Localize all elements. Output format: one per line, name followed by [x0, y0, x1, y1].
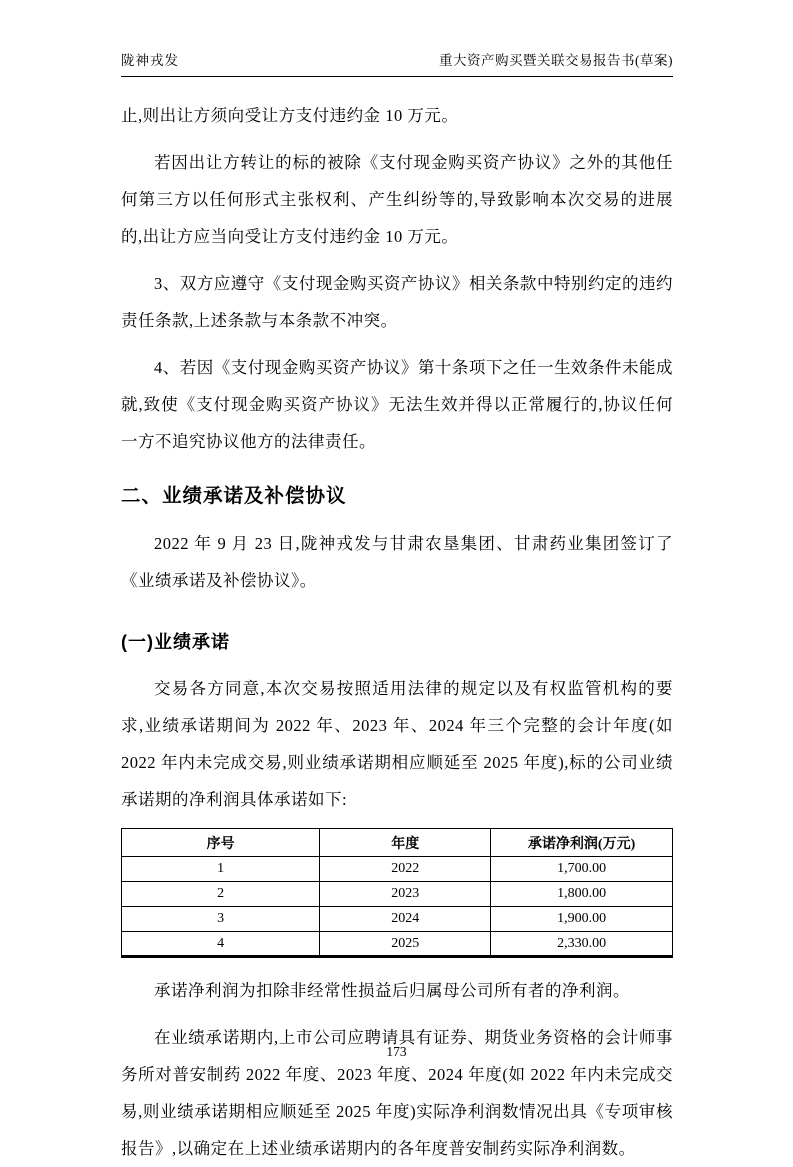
table-row: [122, 882, 673, 907]
cell-year: 2024: [320, 907, 491, 932]
table-row: [122, 857, 673, 882]
page-footer: [0, 1044, 793, 1060]
cell-year: 2023: [320, 882, 491, 907]
header-company-name: 陇神戎发: [121, 53, 179, 68]
cell-year: 2025: [320, 932, 491, 957]
subsection-heading-performance-promise: (一)业绩承诺: [121, 632, 230, 653]
paragraph-clause-4: 4、若因《支付现金购买资产协议》第十条项下之任一生效条件未能成就,致使《支付现金购买资产协议》无法生效并得以正常履行的,协议任何一方不追究协议他方的法律责任。: [121, 357, 673, 451]
paragraph-agreement-signed: 2022 年 9 月 23 日,陇神戎发与甘肃农垦集团、甘肃药业集团签订了《业绩承诺及补偿协议》。: [121, 534, 673, 591]
column-header-profit: 承诺净利润(万元): [491, 829, 673, 857]
header-document-title: 重大资产购买暨关联交易报告书(草案): [439, 53, 673, 68]
paragraph-clause-3: 3、双方应遵守《支付现金购买资产协议》相关条款中特别约定的违约责任条款,上述条款与本条款不冲突。: [121, 273, 673, 330]
cell-profit: 2,330.00: [491, 932, 673, 957]
table-row: [122, 907, 673, 932]
table-header-row: [122, 829, 673, 857]
paragraph-continuation: 止,则出让方须向受让方支付违约金 10 万元。: [121, 105, 459, 125]
cell-profit: 1,700.00: [491, 857, 673, 882]
column-header-seq: 序号: [122, 829, 320, 857]
paragraph-commitment-period: 交易各方同意,本次交易按照适用法律的规定以及有权监管机构的要求,业绩承诺期间为 2022 年、2023 年、2024 年三个完整的会计年度(如 2022 年内未完成交易,则业绩承诺期相应顺延至 2025 年度),标的公司业绩承诺期的净利润具体承诺如下:: [121, 679, 673, 810]
commitment-profit-table: [121, 828, 673, 958]
paragraph-audit-report: 在业绩承诺期内,上市公司应聘请具有证券、期货业务资格的会计师事务所对普安制药 2022 年度、2023 年度、2024 年度(如 2022 年内未完成交易,则业绩承诺期相应顺延至 2025 年度)实际净利润数情况出具《专项审核报告》,以确定在上述业绩承诺期内的各年度普安制药实际净利润数。: [121, 1028, 673, 1159]
paragraph-third-party-dispute: 若因出让方转让的标的被除《支付现金购买资产协议》之外的其他任何第三方以任何形式主张权利、产生纠纷等的,导致影响本次交易的进展的,出让方应当向受让方支付违约金 10 万元。: [121, 152, 673, 246]
cell-profit: 1,800.00: [491, 882, 673, 907]
paragraph-net-profit-definition: 承诺净利润为扣除非经常性损益后归属母公司所有者的净利润。: [154, 981, 630, 1001]
column-header-year: 年度: [320, 829, 491, 857]
cell-year: 2022: [320, 857, 491, 882]
page-number: 173: [386, 1044, 407, 1059]
cell-seq: 3: [122, 907, 320, 932]
cell-seq: 2: [122, 882, 320, 907]
document-body: [121, 97, 673, 1167]
cell-seq: 1: [122, 857, 320, 882]
section-heading-performance-commitment: 二、业绩承诺及补偿协议: [121, 484, 347, 507]
table-row: [122, 932, 673, 957]
cell-seq: 4: [122, 932, 320, 957]
cell-profit: 1,900.00: [491, 907, 673, 932]
page-header: [121, 52, 673, 77]
